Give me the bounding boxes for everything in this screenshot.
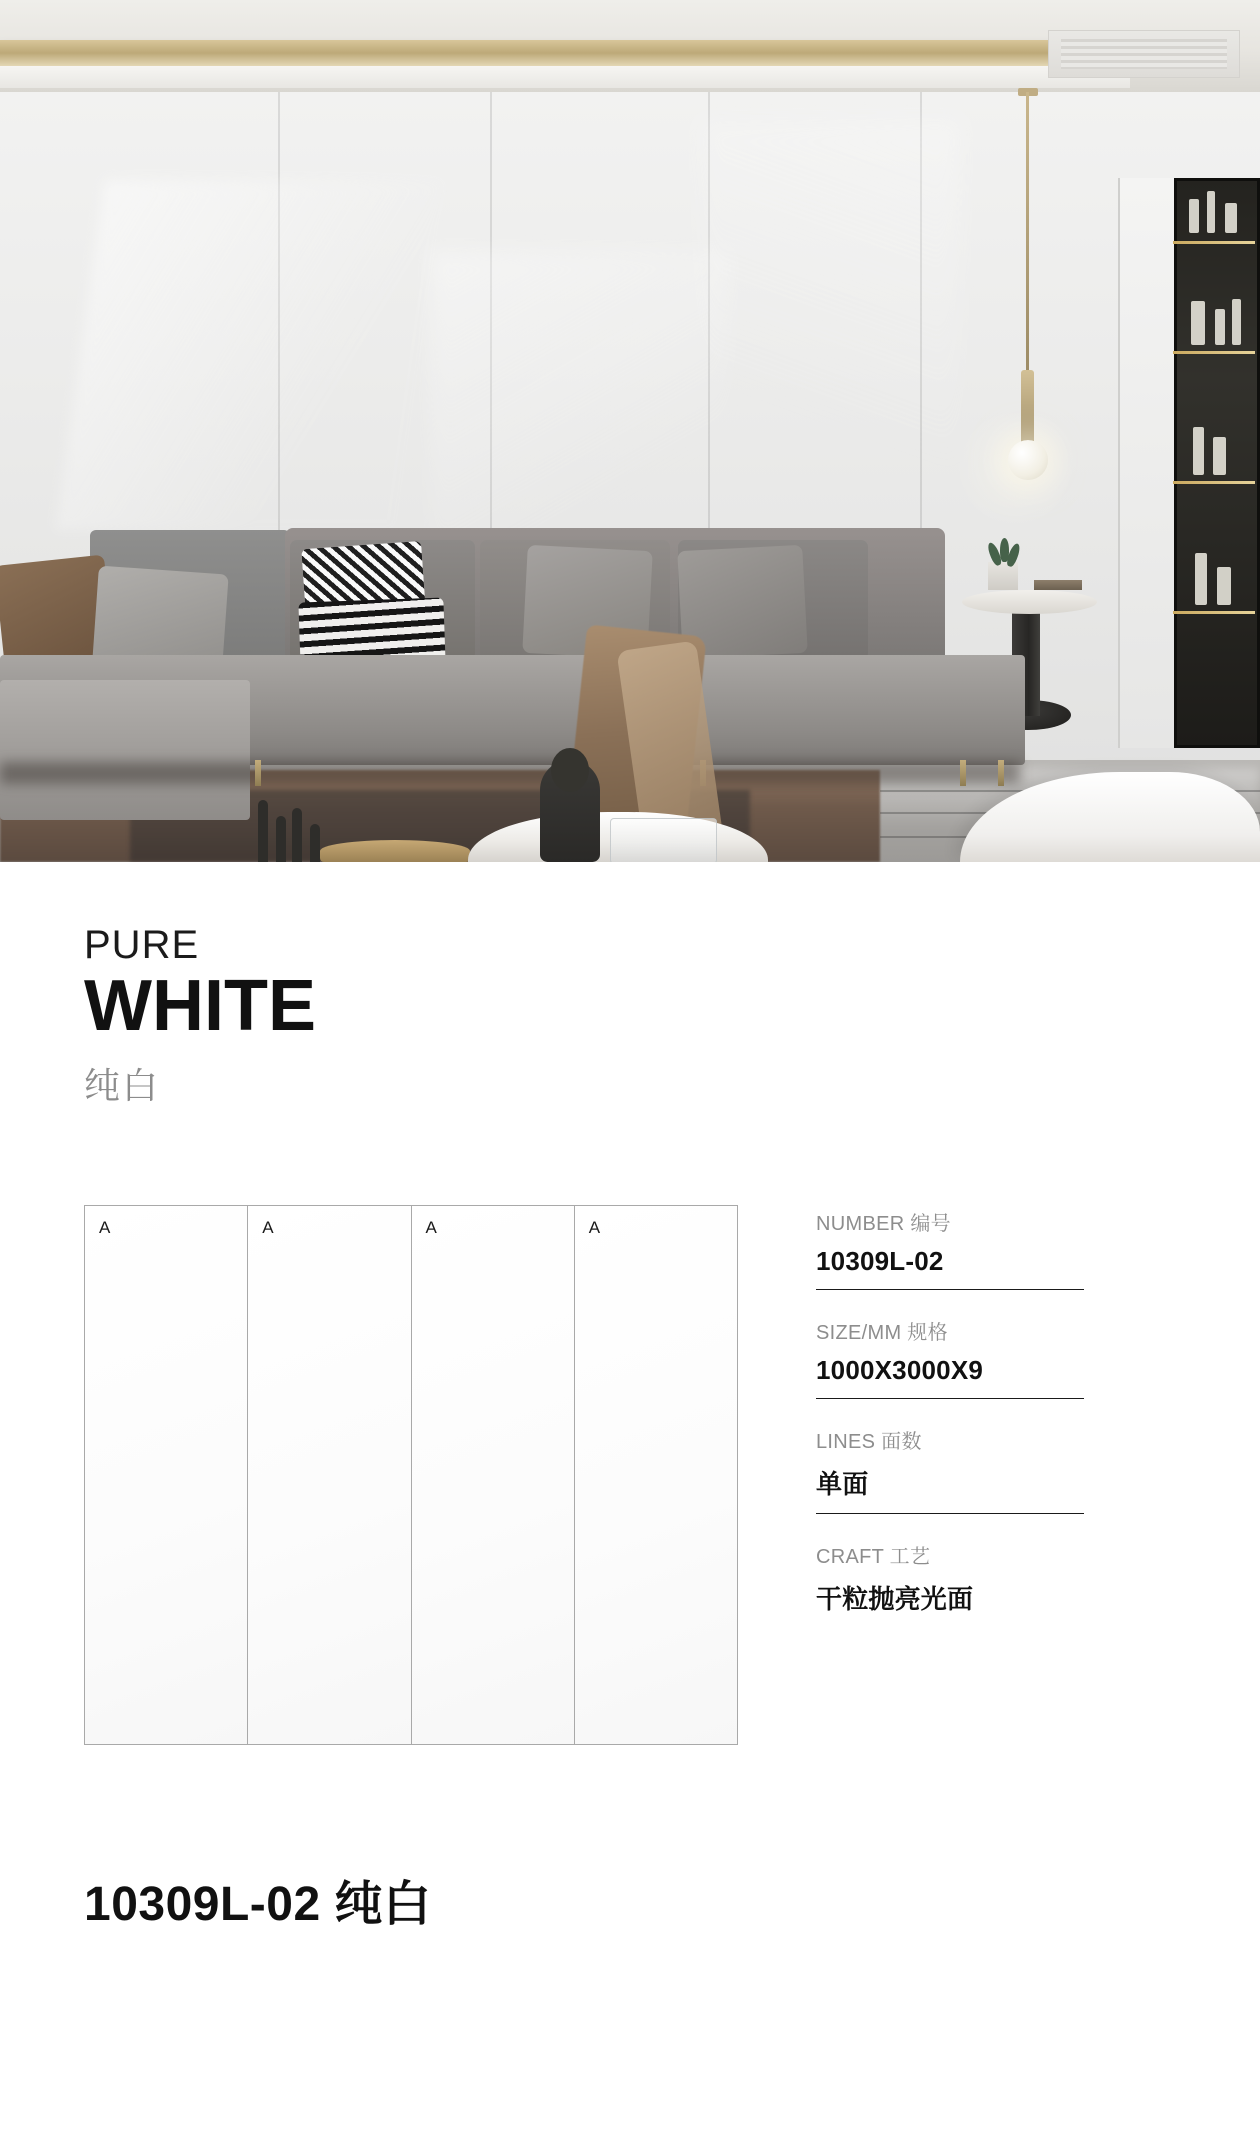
spec-list (816, 1205, 1084, 1628)
spec-item-number (816, 1207, 1084, 1290)
spec-item-craft (816, 1540, 1084, 1628)
swatch-label: A (588, 1217, 601, 1237)
swatch-panel[interactable] (248, 1206, 411, 1744)
title-line-pure: PURE (84, 923, 200, 967)
sofa-leg (960, 760, 966, 786)
swatch-grid (84, 1205, 738, 1745)
hero-room-image (0, 0, 1260, 862)
title-block (0, 862, 1260, 1109)
sculpture-bust-head (551, 748, 589, 792)
pendant-lamp-body (1021, 370, 1034, 445)
decor-figurine (258, 800, 268, 862)
book-stack (1034, 580, 1082, 590)
spec-label: LINES 面数 (816, 1430, 922, 1453)
spec-value: 1000X3000X9 (816, 1354, 984, 1385)
title-line-chinese: 纯白 (84, 1064, 161, 1106)
swatch-panel[interactable] (85, 1206, 248, 1744)
swatch-panel[interactable] (412, 1206, 575, 1744)
spec-value: 干粒抛亮光面 (816, 1583, 974, 1614)
swatch-panel[interactable] (575, 1206, 737, 1744)
product-content (0, 862, 1260, 1934)
sofa-shadow (0, 762, 1020, 784)
spec-label: NUMBER 编号 (816, 1212, 951, 1235)
spec-value: 单面 (816, 1468, 869, 1499)
sofa-chaise (0, 680, 250, 820)
product-code-caption: 10309L-02 纯白 (84, 1877, 432, 1931)
sofa-leg (255, 760, 261, 786)
swatch-label: A (99, 1217, 111, 1237)
decor-figurine (310, 824, 320, 862)
spec-item-lines (816, 1425, 1084, 1514)
sofa-leg (998, 760, 1004, 786)
spec-label: CRAFT 工艺 (816, 1545, 931, 1568)
spec-label: SIZE/MM 规格 (816, 1321, 948, 1344)
air-vent-icon (1048, 30, 1240, 78)
ceiling-gold-trim (0, 40, 1130, 66)
swatch-label: A (425, 1217, 437, 1237)
display-cabinet-dark (1174, 178, 1260, 748)
glass-vase (610, 818, 717, 862)
decor-figurine (292, 808, 302, 862)
decor-tray (320, 840, 470, 862)
title-line-white: WHITE (84, 966, 316, 1046)
wall-gloss-reflection-left (55, 180, 444, 530)
ceiling-cove (0, 66, 1130, 88)
spec-value: 10309L-02 (816, 1245, 944, 1276)
decor-figurine (276, 816, 286, 862)
pendant-cord (1026, 92, 1029, 382)
pendant-lamp-bulb (1008, 440, 1048, 480)
swatch-and-spec-row (0, 1109, 1260, 1745)
plant-pot (988, 562, 1018, 590)
room-scene (0, 0, 1260, 862)
spec-item-size (816, 1316, 1084, 1399)
swatch-label: A (262, 1217, 274, 1237)
side-table-top (962, 590, 1097, 614)
